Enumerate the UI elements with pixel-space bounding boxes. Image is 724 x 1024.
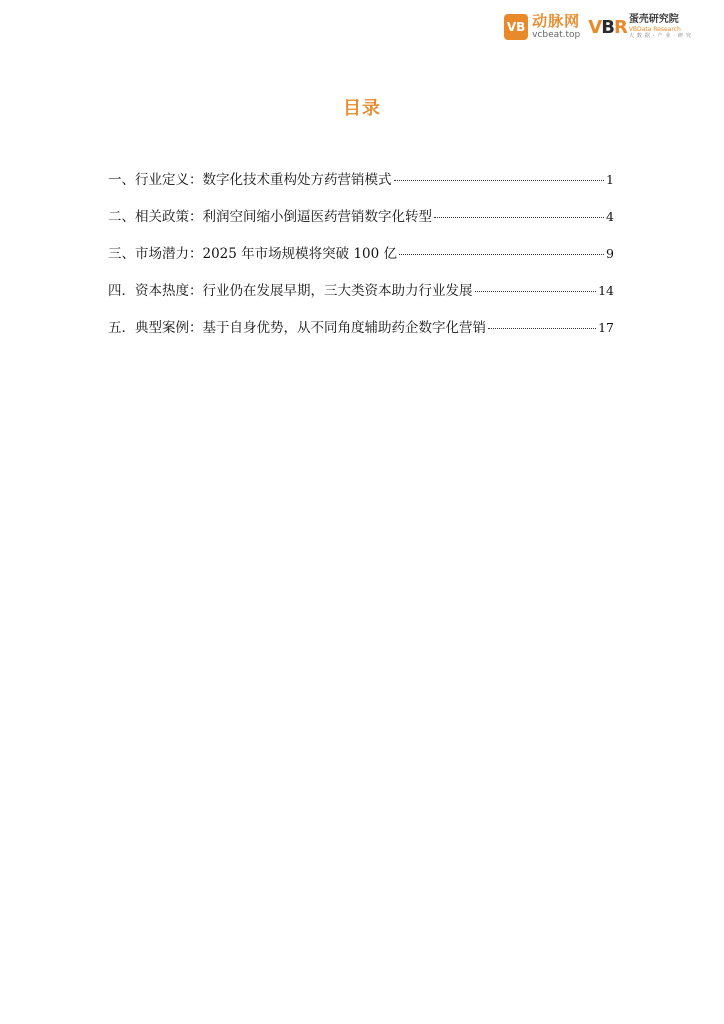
vbr-logo-sub: 大数据·产业·研究 xyxy=(628,33,694,39)
toc-entry-1[interactable] xyxy=(108,168,614,190)
table-of-contents xyxy=(108,168,614,353)
vb-logo-icon: VB xyxy=(504,14,528,40)
toc-entry-text: 一、行业定义：数字化技术重构处方药营销模式 xyxy=(108,172,392,188)
dot-leader xyxy=(475,291,597,292)
toc-page-number: 17 xyxy=(598,320,614,335)
toc-entry-text: 四．资本热度：行业仍在发展早期，三大类资本助力行业发展 xyxy=(108,283,473,299)
vcbeat-logo-cn: 动脉网 xyxy=(532,12,581,30)
toc-entry-2[interactable] xyxy=(108,205,614,227)
toc-title: 目录 xyxy=(343,98,381,119)
toc-page-number: 14 xyxy=(598,283,614,298)
toc-page-number: 9 xyxy=(606,246,614,261)
dot-leader xyxy=(394,180,605,181)
toc-page-number: 4 xyxy=(606,209,614,224)
vbr-logo-cn: 蛋壳研究院 xyxy=(628,14,679,25)
dot-leader xyxy=(399,254,604,255)
toc-entry-text: 二、相关政策：利润空间缩小倒逼医药营销数字化转型 xyxy=(108,209,432,225)
toc-entry-text: 三、市场潜力：2025 年市场规模将突破 100 亿 xyxy=(108,246,398,262)
vbr-logo-icon: VBR xyxy=(588,16,627,38)
toc-entry-3[interactable] xyxy=(108,242,614,264)
vbr-logo xyxy=(588,15,694,39)
toc-page-number: 1 xyxy=(606,172,614,187)
dot-leader xyxy=(434,217,604,218)
dot-leader xyxy=(488,328,596,329)
vbr-logo-en: VBData Research xyxy=(628,26,681,33)
vcbeat-logo xyxy=(504,14,580,40)
vcbeat-logo-en: vcbeat.top xyxy=(532,30,581,40)
toc-entry-text: 五．典型案例：基于自身优势，从不同角度辅助药企数字化营销 xyxy=(108,320,486,336)
toc-entry-5[interactable] xyxy=(108,316,614,338)
toc-entry-4[interactable] xyxy=(108,279,614,301)
header-logos xyxy=(504,14,694,40)
